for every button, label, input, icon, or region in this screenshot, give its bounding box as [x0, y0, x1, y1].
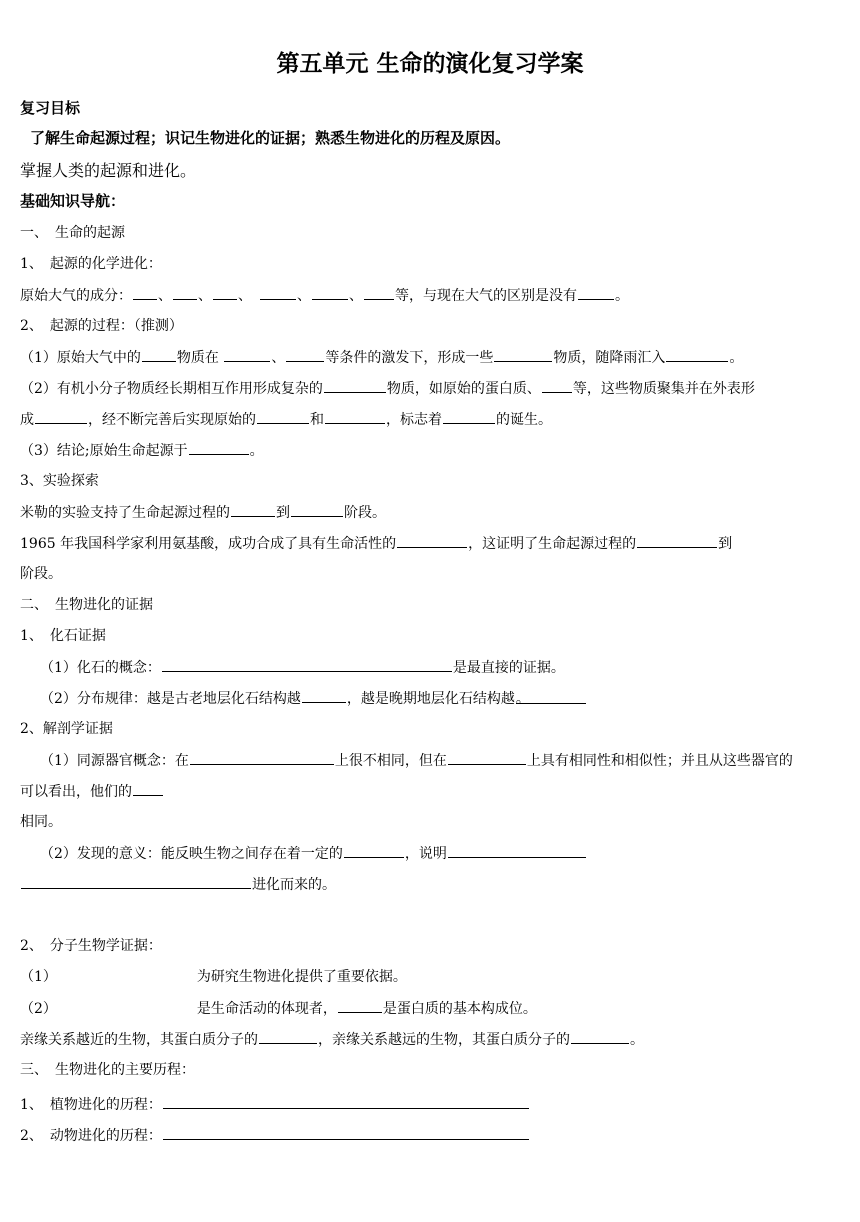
- animal-history-line: 2、 动物进化的历程：: [20, 1125, 842, 1146]
- subsection-heading: 1、 化石证据: [20, 628, 106, 644]
- plant-history-line: 1、 植物进化的历程：: [20, 1094, 842, 1115]
- experiment-line-2-cont: 阶段。: [20, 566, 62, 582]
- anatomy-line-2-cont: 进化而来的。: [20, 874, 842, 895]
- molecular-line-3: 亲缘关系越近的生物，其蛋白质分子的 ，亲缘关系越远的生物，其蛋白质分子的 。: [20, 1029, 842, 1050]
- section-heading: 二、 生物进化的证据: [20, 597, 153, 613]
- anatomy-line-1-end: 相同。: [20, 814, 62, 830]
- anatomy-line-2: （2）发现的意义：能反映生物之间存在着一定的 ，说明: [20, 843, 842, 864]
- anatomy-line-1-cont: 可以看出，他们的: [20, 781, 842, 802]
- subsection-heading: 2、 起源的过程：（推测）: [20, 318, 183, 334]
- molecular-line-2: （2） 是生命活动的体现者， 是蛋白质的基本构成位。: [20, 998, 842, 1019]
- goal-2: 掌握人类的起源和进化。: [20, 161, 197, 180]
- process-line-1: （1）原始大气中的 物质在 、 等条件的激发下，形成一些 物质，随降雨汇入 。: [20, 347, 842, 368]
- process-line-2-cont: 成 ，经不断完善后实现原始的 和 ，标志着 的诞生。: [20, 409, 842, 430]
- goals-heading: 复习目标: [20, 99, 81, 117]
- atmosphere-line: 原始大气的成分： 、 、 、 、 、 等，与现在大气的区别是没有 。: [20, 285, 842, 306]
- goal-1: 了解生命起源过程；识记生物进化的证据；熟悉生物进化的历程及原因。: [30, 129, 511, 147]
- molecular-line-1: （1） 为研究生物进化提供了重要依据。: [20, 969, 407, 985]
- process-line-2: （2）有机小分子物质经长期相互作用形成复杂的 物质，如原始的蛋白质、 等，这些物质聚集并在外表形: [20, 378, 842, 399]
- nav-heading: 基础知识导航：: [20, 192, 126, 210]
- process-line-3: （3）结论;原始生命起源于 。: [20, 440, 842, 461]
- anatomy-line-1: （1）同源器官概念：在 上很不相同，但在 上具有相同性和相似性；并且从这些器官的: [20, 750, 842, 771]
- section-heading: 三、 生物进化的主要历程：: [20, 1062, 195, 1078]
- subsection-heading: 2、 分子生物学证据：: [20, 938, 162, 954]
- fossil-line-1: （1）化石的概念： 是最直接的证据。: [20, 657, 842, 678]
- section-heading: 一、 生命的起源: [20, 225, 125, 241]
- subsection-heading: 2、解剖学证据: [20, 721, 113, 737]
- page-title: 第五单元 生命的演化复习学案: [276, 51, 584, 77]
- experiment-line-2: 1965 年我国科学家利用氨基酸，成功合成了具有生命活性的 ，这证明了生命起源过程的 到: [20, 533, 842, 554]
- experiment-line-1: 米勒的实验支持了生命起源过程的 到 阶段。: [20, 502, 842, 523]
- subsection-heading: 1、 起源的化学进化：: [20, 256, 162, 272]
- subsection-heading: 3、实验探索: [20, 473, 99, 489]
- fossil-line-2: （2）分布规律：越是古老地层化石结构越 ，越是晚期地层化石结构越。: [20, 688, 842, 709]
